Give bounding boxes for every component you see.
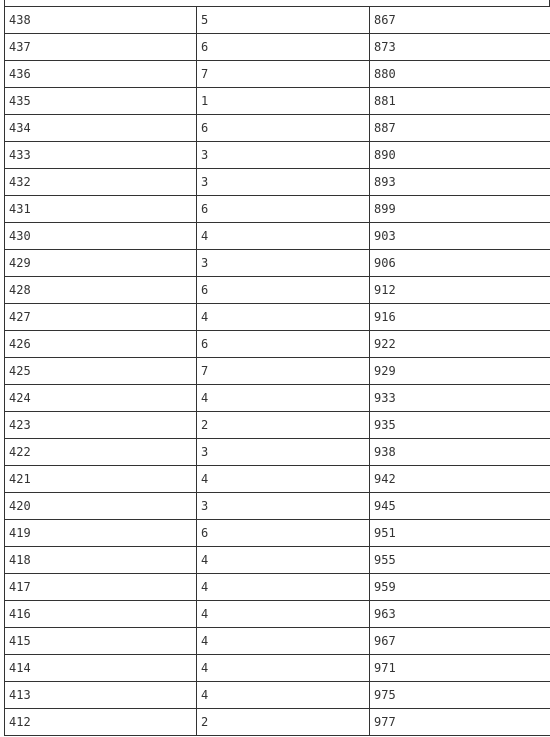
table-row <box>5 547 550 574</box>
table-body <box>5 7 550 736</box>
cumulative-cell: 867 <box>370 7 550 34</box>
table-row <box>5 493 550 520</box>
cumulative-cell: 977 <box>370 709 550 736</box>
score-cell: 417 <box>5 574 197 601</box>
table-row <box>5 223 550 250</box>
score-cell: 422 <box>5 439 197 466</box>
count-cell: 4 <box>197 466 370 493</box>
score-cell: 430 <box>5 223 197 250</box>
score-cell: 418 <box>5 547 197 574</box>
score-cell: 420 <box>5 493 197 520</box>
count-cell: 5 <box>197 7 370 34</box>
cumulative-cell: 959 <box>370 574 550 601</box>
cumulative-cell: 975 <box>370 682 550 709</box>
cumulative-cell: 903 <box>370 223 550 250</box>
cumulative-cell: 880 <box>370 61 550 88</box>
count-cell: 3 <box>197 439 370 466</box>
table-row <box>5 439 550 466</box>
table-row <box>5 709 550 736</box>
count-cell: 4 <box>197 601 370 628</box>
table-row <box>5 196 550 223</box>
cumulative-cell: 945 <box>370 493 550 520</box>
table-row <box>5 574 550 601</box>
score-cell: 434 <box>5 115 197 142</box>
count-cell: 4 <box>197 628 370 655</box>
cumulative-cell: 933 <box>370 385 550 412</box>
count-cell: 6 <box>197 115 370 142</box>
cumulative-cell: 873 <box>370 34 550 61</box>
count-cell: 7 <box>197 358 370 385</box>
cumulative-cell: 893 <box>370 169 550 196</box>
cumulative-cell: 971 <box>370 655 550 682</box>
table-row <box>5 466 550 493</box>
count-cell: 4 <box>197 655 370 682</box>
count-cell: 4 <box>197 223 370 250</box>
table-row <box>5 682 550 709</box>
cumulative-cell: 912 <box>370 277 550 304</box>
count-cell: 6 <box>197 196 370 223</box>
count-cell: 6 <box>197 331 370 358</box>
count-cell: 6 <box>197 520 370 547</box>
table-row <box>5 412 550 439</box>
table-row <box>5 331 550 358</box>
table-row <box>5 7 550 34</box>
score-cell: 419 <box>5 520 197 547</box>
table-row <box>5 250 550 277</box>
table-row <box>5 88 550 115</box>
cumulative-cell: 916 <box>370 304 550 331</box>
score-cell: 423 <box>5 412 197 439</box>
cumulative-cell: 881 <box>370 88 550 115</box>
table-row <box>5 520 550 547</box>
score-cell: 435 <box>5 88 197 115</box>
count-cell: 6 <box>197 277 370 304</box>
score-cell: 412 <box>5 709 197 736</box>
table-row <box>5 385 550 412</box>
cumulative-cell: 929 <box>370 358 550 385</box>
score-cell: 432 <box>5 169 197 196</box>
score-cell: 438 <box>5 7 197 34</box>
count-cell: 3 <box>197 142 370 169</box>
cumulative-cell: 963 <box>370 601 550 628</box>
score-table <box>4 6 550 736</box>
score-cell: 431 <box>5 196 197 223</box>
table-row <box>5 655 550 682</box>
score-cell: 414 <box>5 655 197 682</box>
score-cell: 416 <box>5 601 197 628</box>
table-row <box>5 61 550 88</box>
cumulative-cell: 935 <box>370 412 550 439</box>
score-cell: 421 <box>5 466 197 493</box>
table-row <box>5 601 550 628</box>
score-cell: 428 <box>5 277 197 304</box>
count-cell: 3 <box>197 169 370 196</box>
table-row <box>5 142 550 169</box>
cumulative-cell: 890 <box>370 142 550 169</box>
count-cell: 2 <box>197 709 370 736</box>
cumulative-cell: 899 <box>370 196 550 223</box>
count-cell: 2 <box>197 412 370 439</box>
score-cell: 437 <box>5 34 197 61</box>
table-row <box>5 304 550 331</box>
table-row <box>5 358 550 385</box>
count-cell: 4 <box>197 547 370 574</box>
score-cell: 429 <box>5 250 197 277</box>
count-cell: 4 <box>197 385 370 412</box>
count-cell: 7 <box>197 61 370 88</box>
score-cell: 426 <box>5 331 197 358</box>
cumulative-cell: 955 <box>370 547 550 574</box>
score-cell: 433 <box>5 142 197 169</box>
count-cell: 4 <box>197 574 370 601</box>
score-table-container <box>4 6 550 736</box>
table-row <box>5 34 550 61</box>
score-cell: 425 <box>5 358 197 385</box>
cumulative-cell: 887 <box>370 115 550 142</box>
cumulative-cell: 938 <box>370 439 550 466</box>
count-cell: 4 <box>197 682 370 709</box>
count-cell: 1 <box>197 88 370 115</box>
score-cell: 436 <box>5 61 197 88</box>
score-cell: 424 <box>5 385 197 412</box>
cumulative-cell: 967 <box>370 628 550 655</box>
cumulative-cell: 942 <box>370 466 550 493</box>
count-cell: 3 <box>197 250 370 277</box>
cumulative-cell: 922 <box>370 331 550 358</box>
table-row <box>5 277 550 304</box>
count-cell: 3 <box>197 493 370 520</box>
count-cell: 6 <box>197 34 370 61</box>
score-cell: 415 <box>5 628 197 655</box>
table-row <box>5 628 550 655</box>
cumulative-cell: 951 <box>370 520 550 547</box>
cumulative-cell: 906 <box>370 250 550 277</box>
table-row <box>5 115 550 142</box>
count-cell: 4 <box>197 304 370 331</box>
score-cell: 427 <box>5 304 197 331</box>
table-row <box>5 169 550 196</box>
score-cell: 413 <box>5 682 197 709</box>
